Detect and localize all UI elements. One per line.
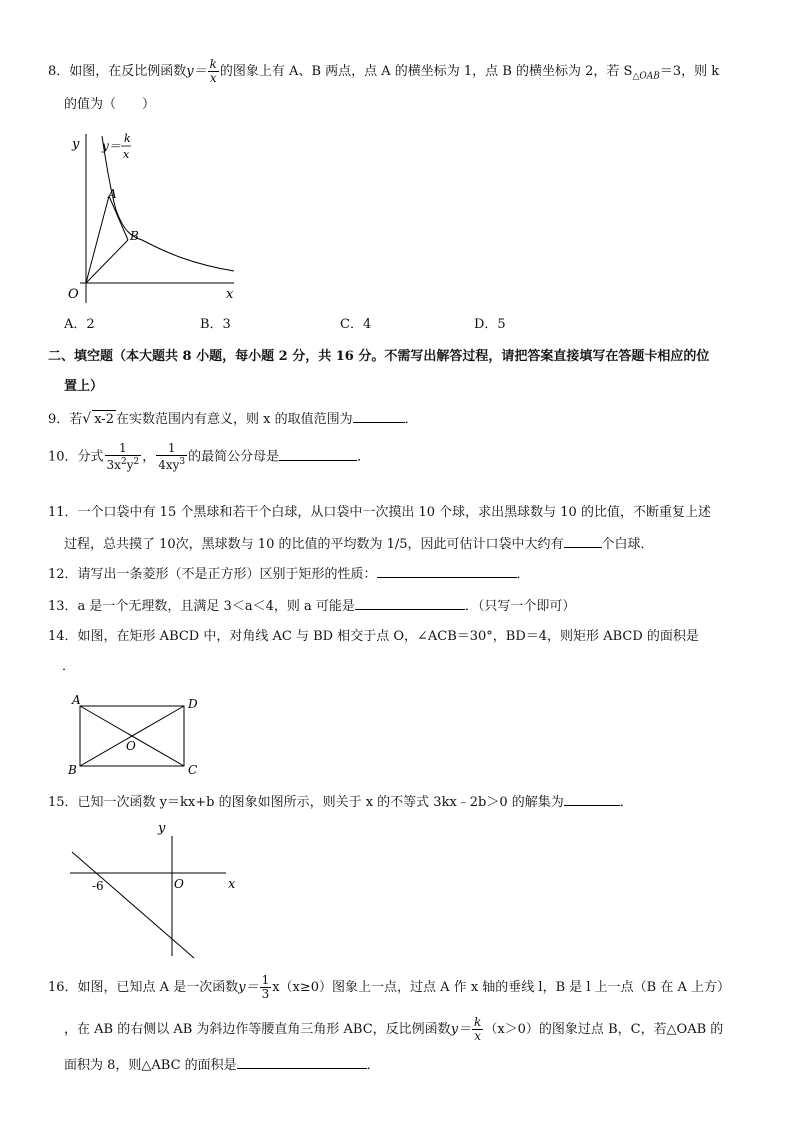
q16-k-den: x [474, 1029, 482, 1043]
q8-option-d: D．5 [474, 317, 506, 332]
q14-line2: ． [62, 659, 76, 674]
q15-graph [62, 818, 252, 963]
q16-line3 [64, 1056, 380, 1075]
q10-f2-num: 1 [156, 442, 187, 456]
q8-label-y: y [72, 137, 80, 152]
q9-end: ． [404, 412, 418, 427]
q15-line-graph [72, 852, 194, 958]
q10-fraction-1 [105, 442, 142, 472]
q8-fraction [208, 58, 219, 85]
q14-label-a: A [72, 693, 81, 707]
q8-option-c: C．4 [340, 317, 372, 332]
q11-text-a: 过程，总共摸了 10次，黑球数与 10 的比值的平均数为 1/5，因此可估计口袋中大约有 [64, 537, 564, 552]
q15-label-x: x [228, 877, 236, 892]
q9-answer-blank[interactable] [353, 410, 405, 423]
q12-answer-blank[interactable] [377, 565, 517, 578]
q8-segment-oa [86, 196, 109, 283]
q10-f1-num: 1 [105, 442, 142, 456]
q15-label-o: O [174, 877, 184, 891]
q8-text-c: ＝3，则 k [659, 64, 720, 79]
q16-line1 [48, 974, 730, 1001]
q10-end: ． [357, 449, 371, 465]
q16-y-eq-2: y＝ [450, 1022, 472, 1037]
q16-answer-blank[interactable] [237, 1056, 367, 1069]
q11-line1: 11．一个口袋中有 15 个黑球和若干个白球，从口袋中一次摸出 10 个球，求出黑球数与 10 的比值，不断重复上述 [48, 505, 711, 520]
q16-text-b: x（x≥0）图象上一点，过点 A 作 x 轴的垂线 l，B 是 l 上一点（B 在 A 上方） [272, 980, 731, 995]
q14-line1: 14．如图，在矩形 ABCD 中，对角线 AC 与 BD 相交于点 O，∠ACB＝30°，BD＝4，则矩形 ABCD 的面积是 [48, 629, 699, 644]
q13-line [48, 597, 575, 616]
q10-answer-blank[interactable] [279, 448, 357, 461]
q16-end: ． [366, 1058, 380, 1073]
q10-post: 的最简公分母是 [188, 449, 280, 465]
q9-post: 在实数范围内有意义，则 x 的取值范围为 [115, 412, 353, 427]
q8-line1 [48, 58, 719, 86]
q8-label-curve-num: k [124, 132, 131, 145]
q16-f-den: 3 [261, 987, 270, 1001]
q16-text-e: 面积为 8，则△ABC 的面积是 [64, 1058, 237, 1073]
q8-label-curve: y＝ [102, 139, 121, 153]
q16-text-a: 16．如图，已知点 A 是一次函数 [48, 980, 239, 995]
q12-line [48, 565, 530, 584]
q11-line2 [64, 535, 654, 554]
q16-fraction-2 [472, 1016, 483, 1043]
q16-text-c: ，在 AB 的右侧以 AB 为斜边作等腰直角三角形 ABC，反比例函数 [64, 1022, 451, 1037]
q15-end: ． [619, 795, 633, 810]
q16-fraction-1 [260, 974, 272, 1001]
section2-heading-line2: 置上） [64, 379, 104, 394]
q15-label-y: y [158, 821, 166, 836]
q14-label-d: D [188, 697, 198, 711]
q9-pre: 9．若 [48, 412, 83, 427]
q10-fraction-2 [156, 442, 187, 472]
q14-graph [64, 692, 214, 782]
q8-label-a: A [108, 187, 117, 201]
q16-text-d: （x＞0）的图象过点 B，C，若△OAB 的 [484, 1022, 724, 1037]
q8-curve [102, 136, 234, 271]
q8-y-eq: y＝ [186, 64, 207, 79]
q8-label-curve-den: x [123, 148, 130, 161]
q10-pre: 10．分式 [48, 449, 104, 465]
q8-s-sub: △OAB [632, 71, 660, 82]
q15-text: 15．已知一次函数 y＝kx+b 的图象如图所示，则关于 x 的不等式 3kx﹣2b＞0 的解集为 [48, 795, 564, 810]
q10-f1-den-b: y [126, 458, 134, 472]
q10-f1-exp-y: 2 [133, 457, 140, 467]
q8-text-a: 8．如图，在反比例函数 [48, 64, 187, 79]
q8-text-b: 的图象上有 A、B 两点，点 A 的横坐标为 1，点 B 的横坐标为 2，若 S [219, 64, 633, 79]
q14-label-c: C [188, 763, 198, 777]
q9-line: 9．若√ x-2 在实数范围内有意义，则 x 的取值范围为 ． [48, 411, 418, 427]
q11-answer-blank[interactable] [564, 535, 602, 548]
q16-line2 [64, 1016, 723, 1043]
q15-label-intercept: -6 [92, 879, 104, 893]
q10-f2-exp: 3 [179, 457, 186, 467]
q11-text-b: 个白球． [601, 537, 654, 552]
q13-answer-blank[interactable] [355, 597, 465, 610]
q16-k-num: k [474, 1015, 482, 1029]
q16-f-num: 1 [261, 973, 270, 987]
q12-text: 12．请写出一条菱形（不是正方形）区别于矩形的性质： [48, 567, 377, 582]
q10-f1-den-a: 3x [106, 458, 121, 472]
q8-option-a: A．2 [64, 317, 95, 332]
q8-option-b: B．3 [200, 317, 231, 332]
q10-f1-exp-x: 2 [120, 457, 127, 467]
q9-radicand: x-2 [94, 412, 114, 427]
q8-segment-ab [109, 196, 128, 240]
q8-label-x: x [226, 287, 234, 302]
q8-label-b: B [130, 229, 139, 243]
q15-answer-blank[interactable] [564, 793, 620, 806]
q8-graph [62, 128, 252, 308]
q14-label-b: B [68, 763, 77, 777]
q8-segment-ob [86, 240, 128, 283]
section2-heading-line1: 二、填空题（本大题共 8 小题，每小题 2 分，共 16 分。不需写出解答过程，请把答案直接填写在答题卡相应的位 [48, 349, 710, 364]
q12-end: ． [516, 567, 530, 582]
q16-y-eq-1: y＝ [238, 980, 259, 995]
q10-line [48, 442, 370, 472]
q13-text: 13．a 是一个无理数，且满足 3＜a＜4，则 a 可能是 [48, 599, 355, 614]
q8-label-o: O [68, 287, 79, 302]
q8-frac-den: x [209, 71, 217, 85]
q15-line [48, 793, 633, 812]
q14-label-o: O [126, 739, 136, 753]
q13-end: ．（只写一个即可） [464, 599, 576, 614]
q10-f2-den: 4xy [158, 458, 180, 472]
q8-frac-num: k [209, 57, 217, 71]
q8-line2: 的值为（ ） [64, 97, 156, 112]
q10-sep: ， [142, 449, 156, 465]
